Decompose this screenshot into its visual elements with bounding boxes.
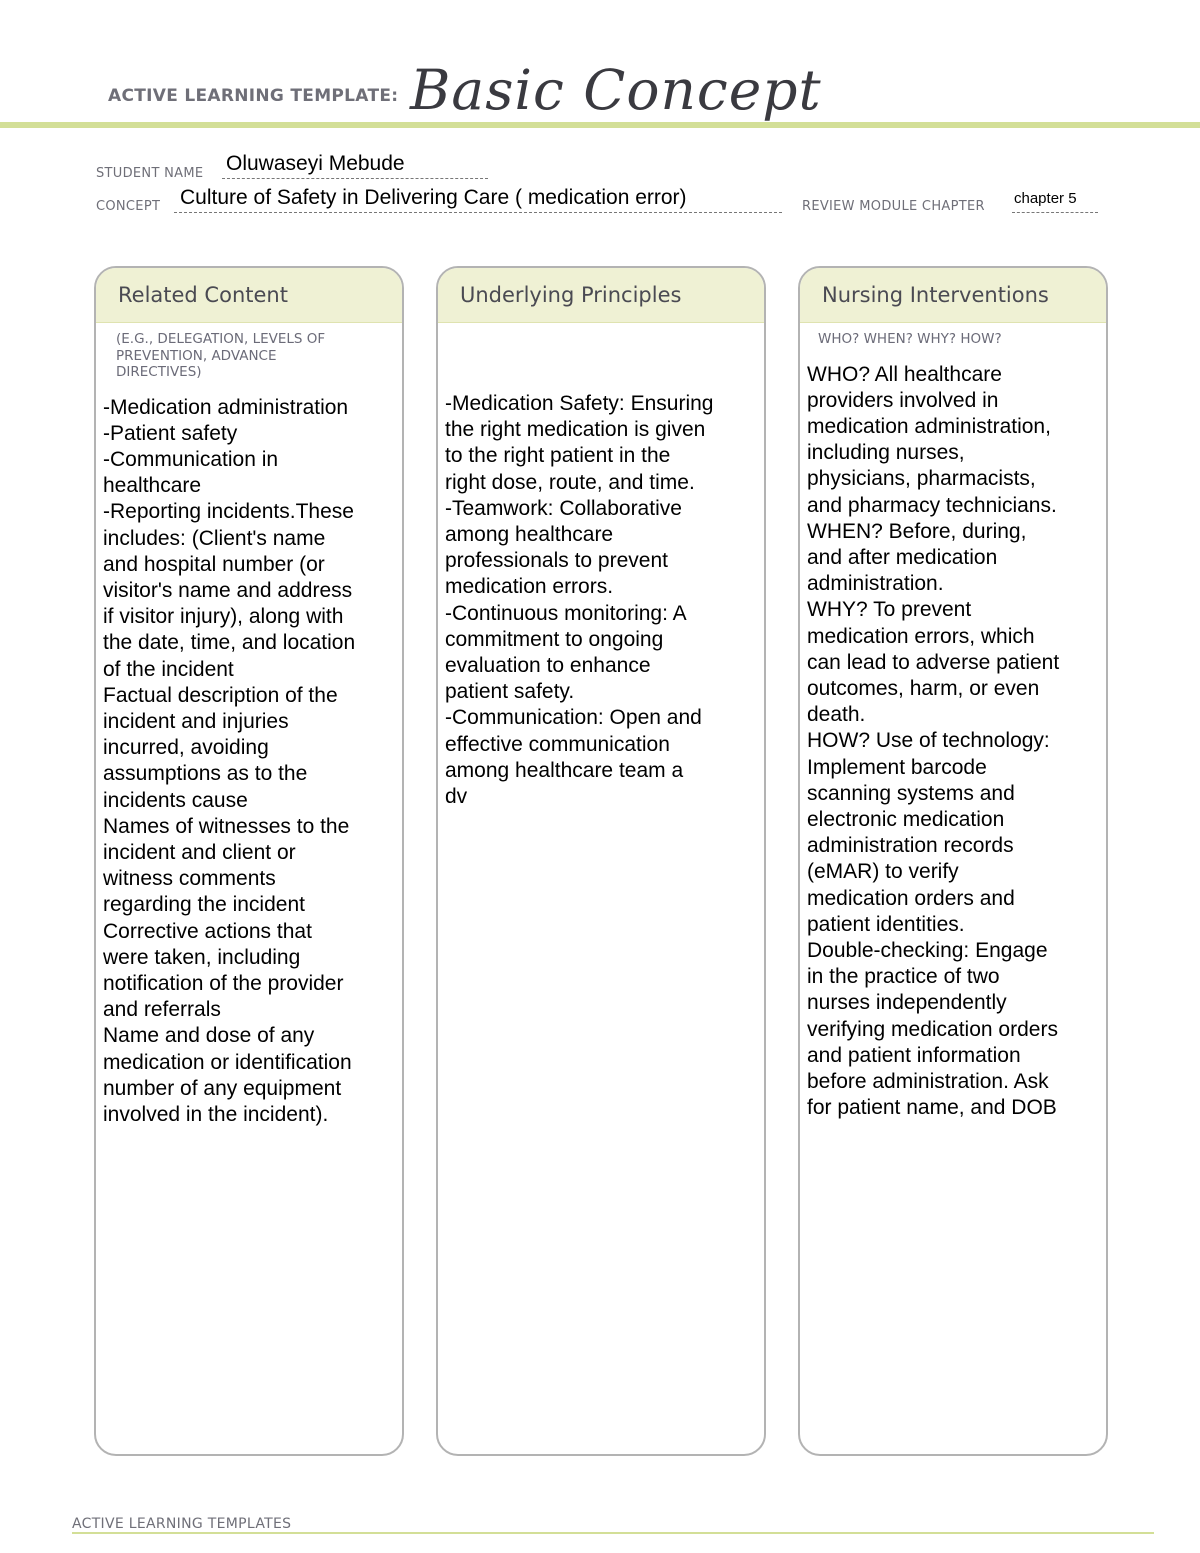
text-line: Implement barcode [807,755,987,779]
text-line: patient identities. [807,912,965,936]
nursing-interventions-panel [798,266,1108,1456]
text-line: number of any equipment [103,1076,342,1100]
text-line: (eMAR) to verify [807,860,959,884]
text-line: scanning systems and [807,781,1015,805]
text-line: Double-checking: Engage [807,938,1048,962]
text-line: outcomes, harm, or even [807,676,1040,700]
text-line: commitment to ongoing [445,627,664,651]
review-chapter-label: REVIEW MODULE CHAPTER [802,199,985,214]
footer-label: ACTIVE LEARNING TEMPLATES [72,1516,292,1532]
review-chapter-field[interactable]: chapter 5 [1014,190,1077,207]
text-line: providers involved in [807,388,999,412]
text-line: and pharmacy technicians. [807,493,1057,517]
text-line: -Patient safety [103,421,238,445]
text-line: medication errors. [445,575,614,599]
text-line: administration. [807,572,944,596]
text-line: regarding the incident [103,893,305,917]
student-name-field[interactable]: Oluwaseyi Mebude [226,152,405,175]
text-line: nurses independently [807,991,1007,1015]
concept-line [174,212,782,213]
student-name-line [222,178,488,179]
related-content-panel [94,266,404,1456]
text-line: incident and client or [103,840,296,864]
text-line: Factual description of the [103,683,338,707]
underlying-principles-title: Underlying Principles [438,268,764,323]
text-line: and hospital number (or [103,552,325,576]
text-line: medication or identification [103,1050,352,1074]
nursing-interventions-subtitle: WHO? WHEN? WHY? HOW? [818,331,1002,347]
text-line: WHEN? Before, during, [807,519,1027,543]
text-line: involved in the incident). [103,1102,329,1126]
text-line: HOW? Use of technology: [807,729,1050,753]
text-line: can lead to adverse patient [807,650,1060,674]
underlying-principles-panel [436,266,766,1456]
text-line: Name and dose of any [103,1024,315,1048]
text-line: professionals to prevent [445,549,668,573]
text-line: and referrals [103,998,221,1022]
review-chapter-line [1012,212,1098,213]
page-title: Basic Concept [410,58,822,122]
text-line: medication administration, [807,414,1051,438]
text-line: for patient name, and DOB [807,1096,1057,1120]
text-line: incidents cause [103,788,248,812]
text-line: -Communication in [103,447,279,471]
text-line: among healthcare [445,523,614,547]
text-line: Names of witnesses to the [103,814,350,838]
text-line: among healthcare team a [445,758,684,782]
text-line: including nurses, [807,441,965,465]
nursing-interventions-text[interactable] [807,362,1096,1122]
related-content-title: Related Content [96,268,402,323]
text-line: were taken, including [103,945,301,969]
text-line: incident and injuries [103,709,289,733]
concept-field[interactable]: Culture of Safety in Delivering Care ( medication error) [180,186,687,209]
text-line: witness comments [103,867,276,891]
text-line: and patient information [807,1043,1021,1067]
text-line: electronic medication [807,807,1005,831]
text-line: dv [445,785,468,809]
underlying-principles-text[interactable] [445,391,754,810]
text-line: notification of the provider [103,971,344,995]
text-line: right dose, route, and time. [445,470,695,494]
text-line: -Continuous monitoring: A [445,601,687,625]
text-line: effective communication [445,732,670,756]
text-line: -Medication Safety: Ensuring [445,392,714,415]
concept-label: CONCEPT [96,199,161,214]
text-line: WHO? All healthcare [807,362,1002,386]
text-line: WHY? To prevent [807,598,972,622]
nursing-interventions-title: Nursing Interventions [800,268,1106,323]
text-line: and after medication [807,545,998,569]
student-name-label: STUDENT NAME [96,166,204,181]
text-line: healthcare [103,474,202,498]
text-line: -Teamwork: Collaborative [445,496,682,520]
related-content-subtitle: (E.G., DELEGATION, LEVELS OF PREVENTION, ADVANCE DIRECTIVES) [116,331,326,380]
text-line: -Reporting incidents.These [103,500,354,524]
text-line: before administration. Ask [807,1069,1049,1093]
header-divider [0,122,1200,128]
text-line: medication errors, which [807,624,1035,648]
text-line: verifying medication orders [807,1017,1058,1041]
text-line: -Communication: Open and [445,706,702,730]
text-line: assumptions as to the [103,762,308,786]
related-content-text[interactable] [103,395,392,1129]
text-line: -Medication administration [103,395,349,419]
text-line: Corrective actions that [103,919,312,943]
text-line: to the right patient in the [445,444,671,468]
text-line: patient safety. [445,680,575,704]
text-line: evaluation to enhance [445,654,651,678]
text-line: incurred, avoiding [103,736,269,760]
text-line: the date, time, and location [103,631,356,655]
text-line: visitor's name and address [103,578,353,602]
footer-divider [72,1532,1154,1534]
text-line: death. [807,703,866,727]
text-line: medication orders and [807,886,1015,910]
text-line: administration records [807,834,1014,858]
text-line: of the incident [103,657,234,681]
text-line: the right medication is given [445,418,706,442]
text-line: includes: (Client's name [103,526,326,550]
text-line: physicians, pharmacists, [807,467,1036,491]
text-line: in the practice of two [807,965,1000,989]
text-line: if visitor injury), along with [103,605,344,629]
template-label: ACTIVE LEARNING TEMPLATE: [108,86,399,106]
